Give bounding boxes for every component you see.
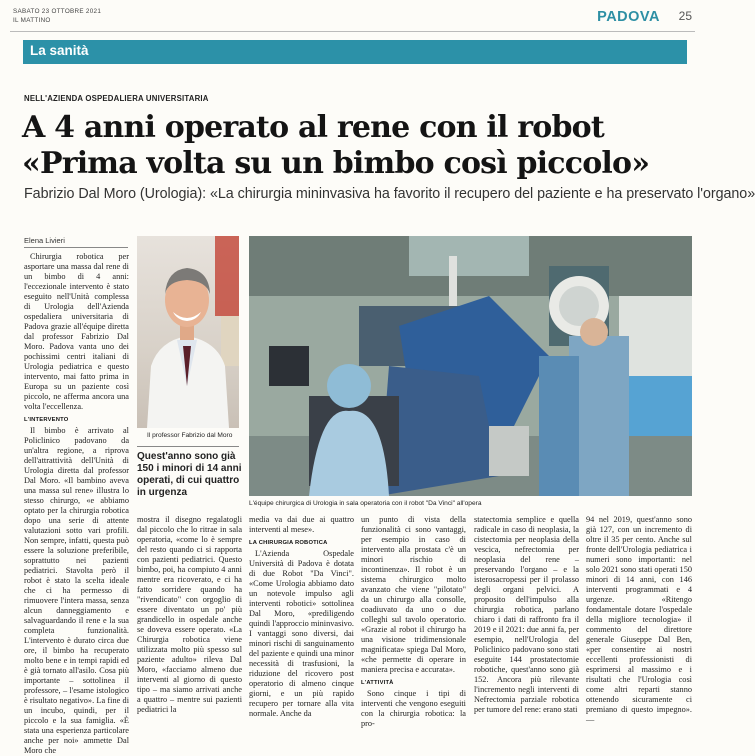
article-column-3 bbox=[249, 515, 354, 720]
paragraph: mostra il disegno regalatogli dal piccolo che lo ritrae in sala operatoria, «come lo è sempre del resto quando ci si rapporta con pazienti pediatrici. Questo bimbo, poi, ha compiuto 4 anni mentre era ricoverato, e ci ha fatto sorridere quando ha "rivendicato" con orgoglio di essere diventato un po' più grandicello in ospedale anche se doveva essere operato. «La Chirurgia robotica viene utilizzata molto più spesso sul paziente adulto» rileva Dal Moro, «facciamo almeno due interventi al giorno di questo tipo – ma siamo arrivati anche a quattro – mentre sui pazienti pediatrici la bbox=[137, 515, 242, 714]
city-section-label: PADOVA bbox=[597, 9, 660, 25]
paragraph: Sono cinque i tipi di interventi che vengono eseguiti con la chirurgia robotica: la pro- bbox=[361, 689, 466, 728]
subhead-chirurgia-robotica: LA CHIRURGIA ROBOTICA bbox=[249, 540, 328, 546]
subhead-attivita: L'ATTIVITÀ bbox=[361, 680, 394, 686]
subheadline: Fabrizio Dal Moro (Urologia): «La chirurgia mininvasiva ha favorito il recupero del paziente e ha preservato l'organo» bbox=[24, 186, 755, 202]
byline-rule bbox=[24, 247, 128, 248]
portrait-caption: Il professor Fabrizio dal Moro bbox=[147, 432, 233, 439]
paragraph: media va dai due ai quattro interventi al mese». bbox=[249, 515, 354, 534]
article-column-6 bbox=[586, 515, 692, 724]
article-column-1 bbox=[24, 252, 129, 755]
portrait-photo bbox=[137, 236, 239, 428]
article-column-2 bbox=[137, 515, 242, 720]
issue-date: SABATO 23 OTTOBRE 2021 bbox=[13, 8, 102, 15]
paragraph: Chirurgia robotica per asportare una massa dal rene di un bimbo di 4 anni: l'eccezionale intervento è stato eseguito nell'Unità complessa di Urologia dell'Azienda ospedaliera universitaria di Padova grazie all'équipe diretta dal professor Fabrizio Dal Moro. Padova vanta uno dei pochissimi centri italiani di Urologia pediatrica e questo intervento, mai fatto prima in Europa su un paziente così piccolo, ne afferma ancora una volta l'eccellenza. bbox=[24, 252, 129, 411]
byline: Elena Livieri bbox=[24, 236, 65, 245]
operating-room-photo bbox=[249, 236, 692, 496]
portrait-figure bbox=[137, 236, 239, 428]
article-kicker: NELL'AZIENDA OSPEDALIERA UNIVERSITARIA bbox=[24, 94, 209, 103]
paragraph: Il bimbo è arrivato al Policlinico padovano da un'altra regione, a riprova dell'attrattività dell'Unità di Urologia diretta dal professor Dal Moro. «Il bambino aveva una massa sul rene» illustra lo stesso chirurgo, «e abbiamo optato per la chirurgia robotica dopo una serie di attente valutazioni sotto vari profili. Non sempre, infatti, questa può essere la soluzione preferibile, soprattutto nei pazienti pediatrici. Stavolta però il robot è stato la scelta ideale che ci ha permesso di rimuovere l'intera massa, senza alcun danneggiamento e salvaguardando il rene e la sua completa funzionalità. L'intervento è durato circa due ore, il bimbo ha recuperato molto bene e in tempi rapidi ed è già tornato all'asilo. Cosa più importante – sottolinea il professore, – l'esame istologico è risultato negativo». La fine di un incubo, quindi, per il piccolo e la sua famiglia. «È stata una esperienza particolare anche per noi» ammette Dal Moro che bbox=[24, 426, 129, 755]
headline-line-2: «Prima volta su un bimbo così piccolo» bbox=[22, 146, 650, 181]
pull-quote: Quest'anno sono già 150 i minori di 14 anni operati, di cui quattro in urgenza bbox=[137, 451, 242, 498]
paper-name: IL MATTINO bbox=[13, 16, 51, 24]
operating-room-scene bbox=[249, 236, 692, 496]
section-title: La sanità bbox=[30, 43, 89, 58]
paragraph: statectomia semplice e quella radicale in caso di neoplasia, la cistectomia per neoplasia della vescica, nefrectomia per neoplasia del rene – preservando l'organo – e la isterosacropessi per il prolasso degli organi pelvici. A proposito dell'impulso alla chirurgia robotica, parlano chiaro i dati di raffronto fra il 2019 e il 2021: due anni fa, per esempio, nell'Urologia del Policlinico padovano sono stati eseguite 144 prostatectomie robotiche, quest'anno sono già 152. Ancora più rilevante l'incremento negli interventi di Nefrectomia parziale robotica per tumore del rene: erano stati bbox=[474, 515, 579, 714]
article-column-4 bbox=[361, 515, 466, 728]
paragraph: L'Azienda Ospedale Università di Padova è dotata di due Robot "Da Vinci". «Come Urologia abbiamo dato un notevole impulso agli interventi robotici» sottolinea Dal Moro, «prediligendo quindi l'approccio mininvasivo. I vantaggi sono diversi, dai minori rischi di sanguinamento del paziente e quindi una minor necessità di trasfusioni, la riduzione del ricovero post operatorio di almeno cinque giorni, e un più rapido recupero per tornare alla vita normale. Anche da bbox=[249, 549, 354, 718]
main-photo-caption: L'équipe chirurgica di Urologia in sala operatoria con il robot "Da Vinci" all'opera bbox=[249, 500, 482, 507]
article-column-5 bbox=[474, 515, 579, 720]
section-band bbox=[23, 40, 687, 64]
header-divider bbox=[10, 31, 695, 32]
masthead-info bbox=[13, 8, 101, 25]
page-number: 25 bbox=[678, 9, 692, 23]
subhead-intervento: L'INTERVENTO bbox=[24, 417, 69, 423]
paragraph: un punto di vista della funzionalità ci sono vantaggi, per esempio in caso di intervento alla prostata c'è un minori rischio di incontinenza». Il robot è un sistema chirurgico molto avanzato che viene "pilotato" da un chirurgo alla consolle, coadiuvato da uno o due colleghi sul tavolo operatorio. «Grazie al robot il chirurgo ha una visione tridimensionale magnificata» spiega Dal Moro, «che permette di operare in maniera precisa e accurata». bbox=[361, 515, 466, 674]
headline-line-1: A 4 anni operato al rene con il robot bbox=[22, 110, 604, 145]
quote-rule bbox=[137, 446, 239, 447]
paragraph: 94 nel 2019, quest'anno sono già 127, con un incremento di oltre il 35 per cento. Anche sul fronte dell'Urologia pediatrica i numeri sono importanti: nel solo 2021 sono stati operati 150 minori di 14 anni, con 146 interventi programmati e 4 urgenze. «Ritengo fondamentale dotare l'ospedale della migliore tecnologia» il commento del direttore generale Giuseppe Dal Ben, «per consentire ai nostri eccellenti professionisti di esprimersi al massimo e i risultati che l'Urologia così come altri reparti stanno ottenendo sicuramente ci premiano di questo impegno». — bbox=[586, 515, 692, 724]
